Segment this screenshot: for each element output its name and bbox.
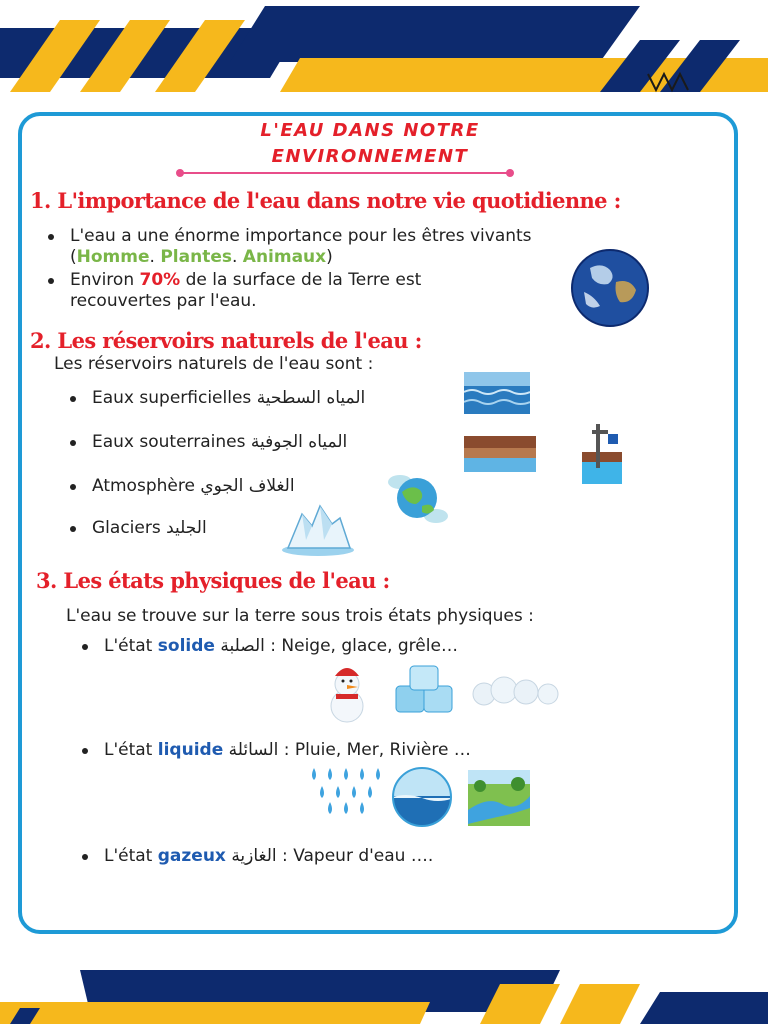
- soil-layers-icon: [464, 436, 536, 472]
- bullet-2-pre: Environ: [70, 270, 140, 290]
- title-underline-dot-left: [176, 169, 184, 177]
- state-ar: الغازية: [231, 846, 277, 866]
- reservoir-ar: المياه السطحية: [256, 388, 366, 408]
- title-underline: [180, 172, 510, 174]
- state-pre: L'état: [104, 740, 158, 760]
- title-line-1: L'EAU DANS NOTRE: [260, 120, 480, 141]
- title-underline-dot-right: [506, 169, 514, 177]
- top-decoration: [0, 0, 768, 110]
- section-3-heading: 3. Les états physiques de l'eau :: [36, 568, 390, 593]
- state-post: : Neige, glace, grêle…: [264, 636, 458, 656]
- snowman-icon: [318, 662, 376, 724]
- state-item: [104, 740, 471, 760]
- reservoir-fr: Eaux souterraines: [92, 432, 246, 452]
- state-item: [104, 846, 433, 866]
- river-icon: [468, 770, 530, 826]
- section-1-bullet-2: [70, 270, 421, 290]
- separator-1: .: [149, 247, 161, 267]
- section-2-intro: Les réservoirs naturels de l'eau sont :: [54, 354, 374, 374]
- state-ar: السائلة: [228, 740, 279, 760]
- reservoir-ar: المياه الجوفية: [250, 432, 348, 452]
- state-word-gazeux: gazeux: [157, 846, 226, 866]
- state-ar: الصلبة: [220, 636, 265, 656]
- ice-cubes-icon: [392, 664, 456, 716]
- section-3-intro: L'eau se trouve sur la terre sous trois états physiques :: [66, 606, 534, 626]
- separator-2: .: [231, 247, 243, 267]
- title-line-2: ENVIRONNEMENT: [271, 146, 469, 167]
- state-word-liquide: liquide: [157, 740, 224, 760]
- earth-icon: [570, 248, 650, 328]
- water-pump-icon: [578, 420, 626, 486]
- state-item: [104, 636, 458, 656]
- state-post: : Vapeur d'eau ….: [276, 846, 434, 866]
- word-plantes: Plantes: [160, 247, 232, 267]
- section-1-bullet-1: [70, 226, 532, 246]
- section-1-bullet-2-line-2: recouvertes par l'eau.: [70, 291, 257, 311]
- state-post: : Pluie, Mer, Rivière …: [278, 740, 471, 760]
- reservoir-item: [92, 432, 347, 452]
- sea-circle-icon: [390, 766, 454, 828]
- reservoir-item: [92, 476, 295, 496]
- reservoir-item: [92, 388, 365, 408]
- reservoir-item: [92, 518, 207, 538]
- page-title: [150, 118, 590, 170]
- word-homme: Homme: [76, 247, 150, 267]
- section-1-bullet-1-line-2: [70, 247, 333, 267]
- paren-close: ): [326, 247, 333, 267]
- sea-surface-icon: [464, 372, 530, 414]
- bullet-2-post: de la surface de la Terre est: [180, 270, 422, 290]
- reservoir-fr: Glaciers: [92, 518, 161, 538]
- rain-drops-icon: [306, 766, 386, 818]
- iceberg-icon: [280, 500, 356, 558]
- reservoir-ar: الجليد: [166, 518, 207, 538]
- section-2-heading: 2. Les réservoirs naturels de l'eau :: [30, 328, 422, 353]
- reservoir-fr: Atmosphère: [92, 476, 195, 496]
- word-animaux: Animaux: [242, 247, 327, 267]
- percentage-70: 70%: [139, 270, 181, 290]
- reservoir-ar: الغلاف الجوي: [200, 476, 295, 496]
- bottom-decoration: [0, 962, 768, 1024]
- reservoir-fr: Eaux superficielles: [92, 388, 252, 408]
- state-word-solide: solide: [157, 636, 215, 656]
- globe-icon: [386, 470, 448, 526]
- section-1-heading: 1. L'importance de l'eau dans notre vie quotidienne :: [30, 188, 621, 213]
- snow-pile-icon: [470, 676, 562, 706]
- state-pre: L'état: [104, 846, 158, 866]
- paren-open: (: [70, 247, 77, 267]
- bullet-1-text: L'eau a une énorme importance pour les êtres vivants: [70, 226, 532, 246]
- state-pre: L'état: [104, 636, 158, 656]
